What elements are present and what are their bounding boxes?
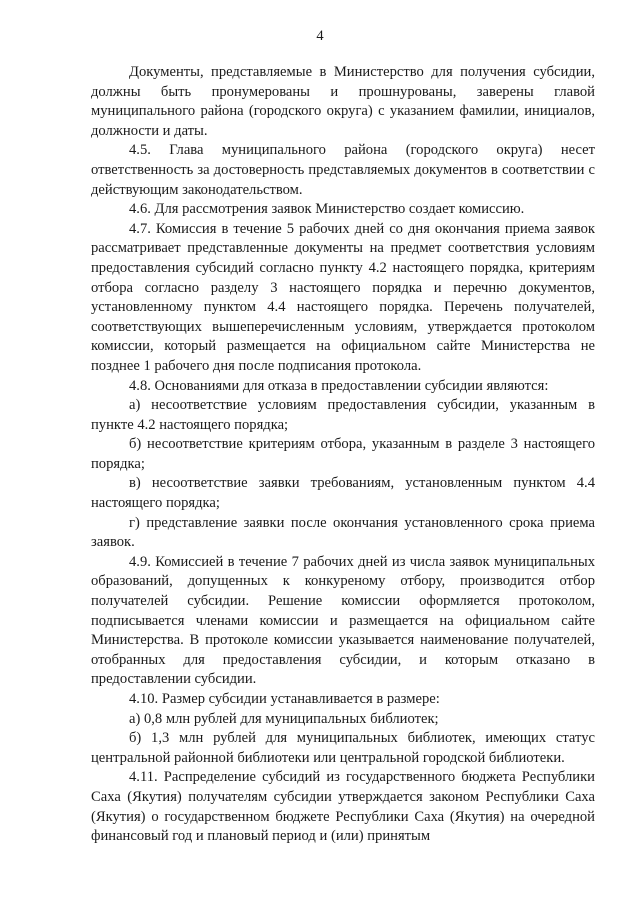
paragraph-4-5: 4.5. Глава муниципального района (городского округа) несет ответственность за достоверность представляемых документов в соответствии с действующим законодательством. <box>91 142 595 198</box>
paragraph-4-8-g: г) представление заявки после окончания установленного срока приема заявок. <box>91 514 595 551</box>
paragraph-documents: Документы, представляемые в Министерство для получения субсидии, должны быть пронумерованы и прошнурованы, заверены главой муниципального района (городского округа) с указанием фамилии, инициалов, должности и даты. <box>91 64 595 139</box>
paragraph-4-8-a: а) несоответствие условиям предоставления субсидии, указанным в пункте 4.2 настоящего порядка; <box>91 397 595 433</box>
paragraph-4-6: 4.6. Для рассмотрения заявок Министерство создает комиссию. <box>129 201 525 218</box>
paragraph-4-7: 4.7. Комиссия в течение 5 рабочих дней со дня окончания приема заявок рассматривает представленные документы на предмет соответствия условиям предоставления субсидий согласно пункту 4.2 настоящего порядка, критериям отбора согласно разделу 3 настоящего порядка и перечню документов, установленному пунктом 4.4 настоящего порядка. Перечень получателей, соответствующих вышеперечисленным условиям, утверждается протоколом комиссии, который размещается на официальном сайте Министерства не позднее 1 рабочего дня после подписания протокола. <box>91 220 595 374</box>
paragraph-4-8-v: в) несоответствие заявки требованиям, установленным пунктом 4.4 настоящего порядка; <box>91 475 595 512</box>
paragraph-4-11: 4.11. Распределение субсидий из государственного бюджета Республики Саха (Якутия) получателям субсидии утверждается законом Республики Саха (Якутия) о государственном бюджете Республики Саха (Якутия) на очередной финансовый год и плановый период и (или) принятым <box>91 769 595 845</box>
document-body <box>91 63 595 847</box>
paragraph-4-8-b: б) несоответствие критериям отбора, указанным в разделе 3 настоящего порядка; <box>91 436 595 472</box>
paragraph-4-10-b: б) 1,3 млн рублей для муниципальных библиотек, имеющих статус центральной районной библиотеки или центральной городской библиотеки. <box>91 730 595 766</box>
paragraph-4-10-a: а) 0,8 млн рублей для муниципальных библиотек; <box>129 710 439 727</box>
paragraph-4-10: 4.10. Размер субсидии устанавливается в размере: <box>129 691 440 707</box>
page-number: 4 <box>316 28 324 44</box>
paragraph-4-8: 4.8. Основаниями для отказа в предоставлении субсидии являются: <box>129 377 549 394</box>
paragraph-4-9: 4.9. Комиссией в течение 7 рабочих дней из числа заявок муниципальных образований, допущенных к конкуреному отбору, производится отбор получателей субсидии. Решение комиссии оформляется протоколом, подписывается членами комиссии и размещается на официальном сайте Министерства. В протоколе комиссии указывается наименование получателей, отобранных для предоставления субсидии, и которым отказано в предоставлении субсидии. <box>91 553 595 688</box>
